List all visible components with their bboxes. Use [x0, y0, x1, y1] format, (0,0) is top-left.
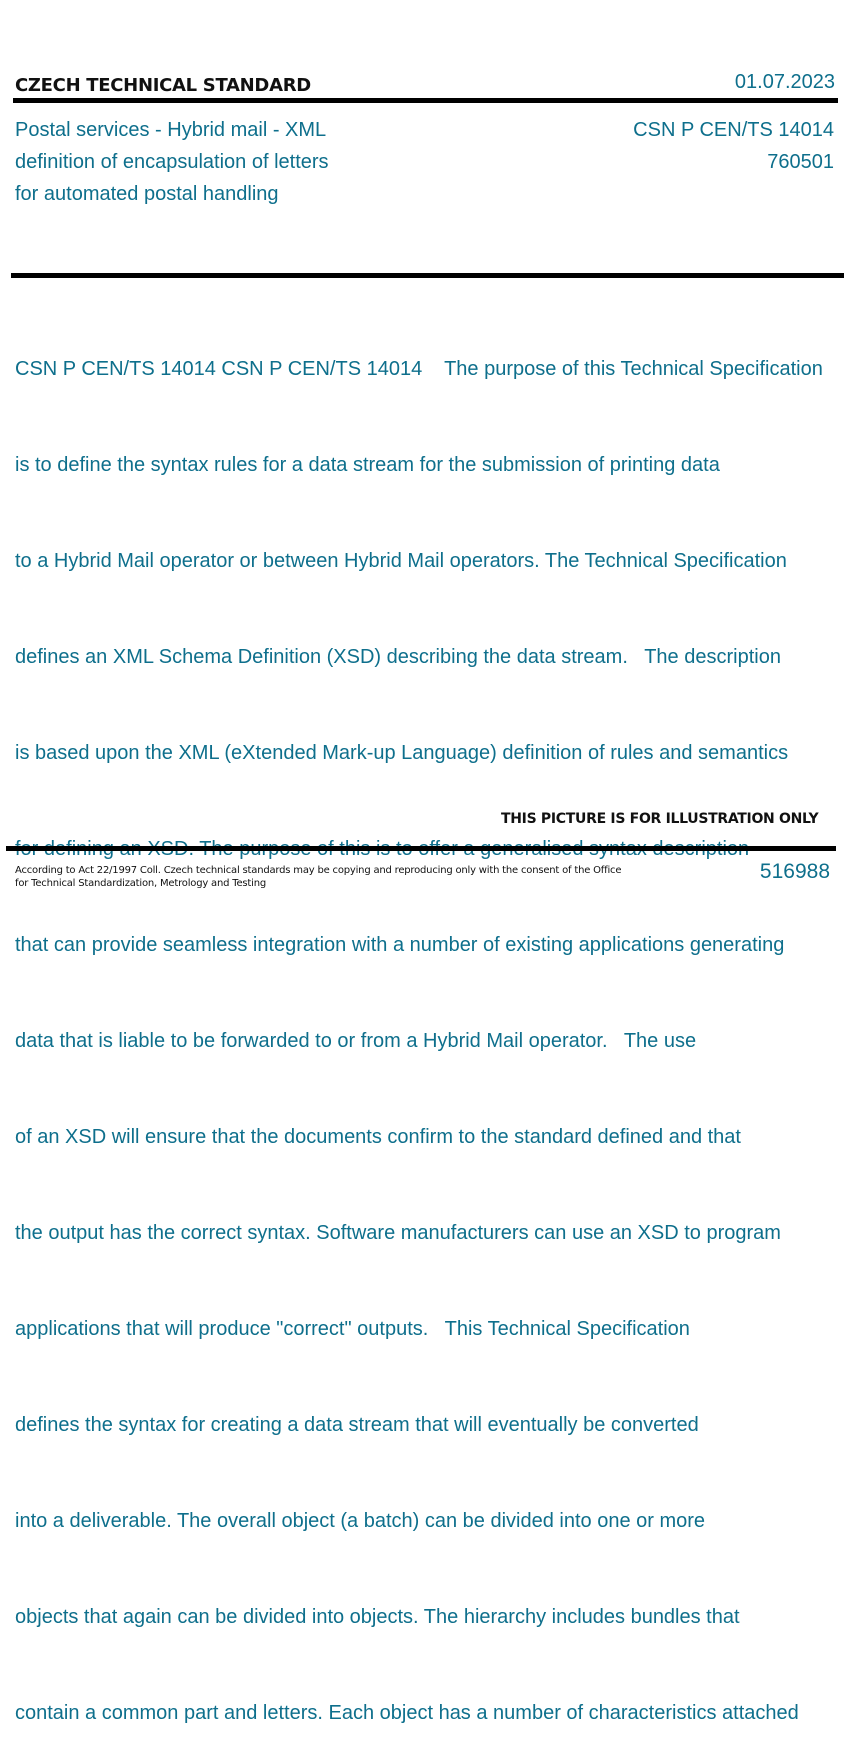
legal-notice-line: for Technical Standardization, Metrology and Testing — [15, 878, 266, 889]
abstract-line: into a deliverable. The overall object (a batch) can be divided into one or more — [15, 1510, 706, 1532]
abstract-line: of an XSD will ensure that the documents confirm to the standard defined and that — [15, 1126, 741, 1148]
subject-line: definition of encapsulation of letters — [15, 151, 329, 173]
abstract-line: contain a common part and letters. Each object has a number of characteristics attached — [15, 1702, 799, 1724]
catalog-number: 516988 — [759, 860, 830, 883]
abstract-line: defines the syntax for creating a data stream that will eventually be converted — [15, 1414, 699, 1436]
abstract-line: applications that will produce "correct" outputs. This Technical Specification — [15, 1318, 690, 1340]
abstract-line: to a Hybrid Mail operator or between Hybrid Mail operators. The Technical Specification — [15, 550, 787, 572]
abstract-line: the output has the correct syntax. Software manufacturers can use an XSD to program — [15, 1222, 781, 1244]
subject-line: Postal services - Hybrid mail - XML — [15, 119, 327, 141]
footer-rule — [6, 846, 836, 851]
abstract-line: objects that again can be divided into objects. The hierarchy includes bundles that — [15, 1606, 740, 1628]
section-rule — [11, 273, 844, 278]
abstract-line: that can provide seamless integration with a number of existing applications generating — [15, 934, 785, 956]
effective-date: 01.07.2023 — [734, 71, 835, 93]
standard-id: CSN P CEN/TS 14014 — [633, 119, 834, 141]
illustration-disclaimer: THIS PICTURE IS FOR ILLUSTRATION ONLY — [501, 811, 819, 827]
abstract-text — [15, 289, 865, 1761]
legal-notice — [15, 864, 622, 890]
standard-subject — [15, 114, 435, 210]
abstract-line: data that is liable to be forwarded to or from a Hybrid Mail operator. The use — [15, 1030, 697, 1052]
document-type-title: CZECH TECHNICAL STANDARD — [15, 75, 311, 96]
classification-code: 760501 — [767, 151, 834, 173]
abstract-line: is based upon the XML (eXtended Mark-up Language) definition of rules and semantics — [15, 742, 789, 764]
standard-codes — [633, 114, 834, 178]
abstract-line: defines an XML Schema Definition (XSD) describing the data stream. The description — [15, 646, 781, 668]
abstract-line: is to define the syntax rules for a data stream for the submission of printing data — [15, 454, 720, 476]
abstract-line: CSN P CEN/TS 14014 CSN P CEN/TS 14014 The purpose of this Technical Specification — [15, 358, 823, 380]
subject-line: for automated postal handling — [15, 183, 279, 205]
header-rule — [13, 98, 838, 103]
legal-notice-line: According to Act 22/1997 Coll. Czech technical standards may be copying and reproducing only with the consent of the Office — [15, 865, 622, 876]
